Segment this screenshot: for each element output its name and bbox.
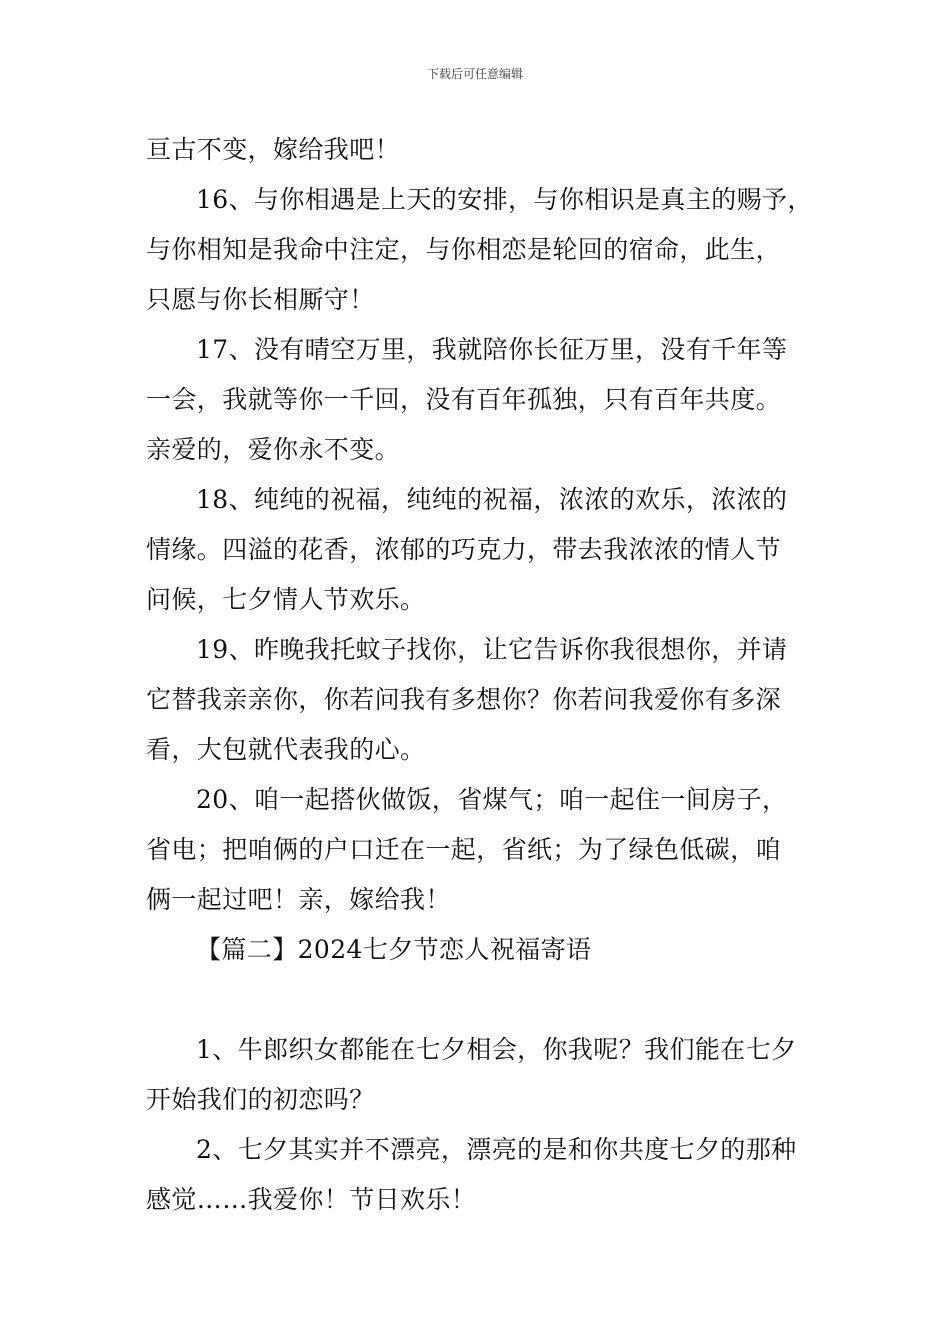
item-17-line-2: 一会，我就等你一千回，没有百年孤独，只有百年共度。	[146, 385, 782, 414]
item-16-line-2: 与你相知是我命中注定，与你相恋是轮回的宿命，此生，	[146, 235, 782, 264]
item-19-line-2: 它替我亲亲你，你若问我有多想你？你若问我爱你有多深	[146, 685, 782, 714]
item-19-line-1: 19、昨晚我托蚊子找你，让它告诉你我很想你，并请	[196, 635, 788, 664]
item-17-line-3: 亲爱的，爱你永不变。	[146, 435, 401, 464]
section-heading: 【篇二】2024七夕节恋人祝福寄语	[196, 935, 592, 964]
item-2-line-1: 2、七夕其实并不漂亮，漂亮的是和你共度七夕的那种	[196, 1135, 797, 1164]
item-16-line-3: 只愿与你长相厮守！	[146, 285, 375, 314]
item-1-line-2: 开始我们的初恋吗？	[146, 1085, 375, 1114]
item-17-line-1: 17、没有晴空万里，我就陪你长征万里，没有千年等	[196, 335, 788, 364]
item-18-line-3: 问候，七夕情人节欢乐。	[146, 585, 426, 614]
item-19-line-3: 看，大包就代表我的心。	[146, 735, 426, 764]
item-1-line-1: 1、牛郎织女都能在七夕相会，你我呢？我们能在七夕	[196, 1035, 797, 1064]
item-2-line-2: 感觉……我爱你！节日欢乐！	[146, 1185, 477, 1214]
item-20-line-1: 20、咱一起搭伙做饭，省煤气；咱一起住一间房子，	[196, 785, 788, 814]
text-line: 亘古不变，嫁给我吧！	[146, 135, 401, 164]
document-body	[146, 125, 816, 1225]
item-18-line-2: 情缘。四溢的花香，浓郁的巧克力，带去我浓浓的情人节	[146, 535, 782, 564]
item-18-line-1: 18、纯纯的祝福，纯纯的祝福，浓浓的欢乐，浓浓的	[196, 485, 788, 514]
page-header: 下载后可任意编辑	[426, 67, 523, 81]
section-spacer	[146, 975, 816, 1025]
item-20-line-2: 省电；把咱俩的户口迁在一起，省纸；为了绿色低碳，咱	[146, 835, 782, 864]
item-20-line-3: 俩一起过吧！亲，嫁给我！	[146, 885, 451, 914]
item-16-line-1: 16、与你相遇是上天的安排，与你相识是真主的赐予，	[196, 185, 813, 214]
